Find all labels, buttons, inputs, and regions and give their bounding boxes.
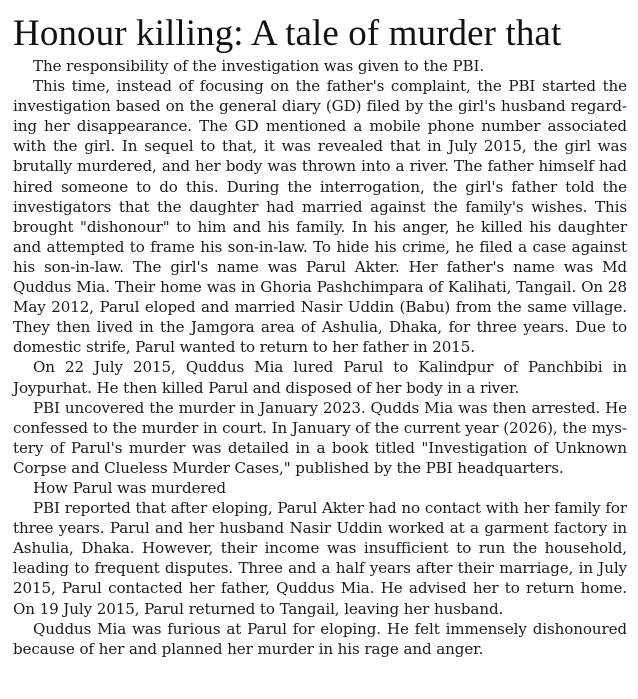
article-paragraph: On 22 July 2015, Quddus Mia lured Parul to Kalindpur of Panchbibi in Joypurhat. He then killed Parul and disposed of her body in a river.	[13, 358, 627, 397]
article-paragraph: PBI reported that after eloping, Parul Akter had no contact with her family for three years. Parul and her husband Nasir Uddin worked at a garment factory in Ashulia, Dhaka. However, their income was insufficient to run the household, leading to frequent disputes. Three and a half years after their marriage, in July 2015, Parul contacted her father, Quddus Mia. He advised her to return home. On 19 July 2015, Parul returned to Tangail, leaving her husband.	[13, 499, 627, 618]
article-body	[13, 56, 627, 659]
article-paragraph: The responsibility of the investigation was given to the PBI.	[33, 57, 485, 75]
article-paragraph: This time, instead of focusing on the father's complaint, the PBI started the investigation based on the general diary (GD) filed by the girl's husband regarding her disappearance. The GD mentioned a mobile phone number associated with the girl. In sequel to that, it was revealed that in July 2015, the girl was brutally murdered, and her body was thrown into a river. The father himself had hired someone to do this. During the interrogation, the girl's father told the investigators that the daughter had married against the family's wishes. This brought "dishonour" to him and his family. In his anger, he killed his daughter and attempted to frame his son-in-law. To hide his crime, he filed a case against his son-in-law. The girl's name was Parul Akter. Her father's name was Md Quddus Mia. Their home was in Ghoria Pashchimpara of Kalihati, Tangail. On 28 May 2012, Parul eloped and married Nasir Uddin (Babu) from the same village. They then lived in the Jamgora area of Ashulia, Dhaka, for three years. Due to domestic strife, Parul wanted to return to her father in 2015.	[13, 77, 627, 357]
article-paragraph: Quddus Mia was furious at Parul for eloping. He felt immensely dishonoured because of her and planned her murder in his rage and anger.	[13, 619, 627, 658]
article-subheading: How Parul was murdered	[33, 478, 226, 497]
news-article	[13, 14, 627, 659]
article-headline: Honour killing: A tale of murder that	[13, 14, 562, 54]
article-paragraph: PBI uncovered the murder in January 2023. Qudds Mia was then arrested. He confessed to the murder in court. In January of the current year (2026), the mystery of Parul's murder was detailed in a book titled "Investigation of Unknown Corpse and Clueless Murder Cases," published by the PBI headquarters.	[13, 398, 627, 477]
